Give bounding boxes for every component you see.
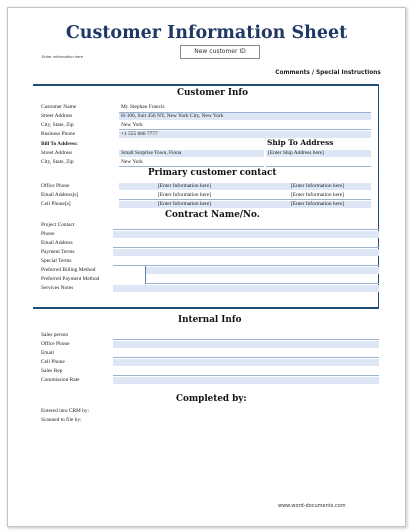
sales-person-line bbox=[113, 339, 379, 340]
bill-city-value[interactable]: New York bbox=[121, 159, 143, 165]
email-contact-line bbox=[119, 199, 371, 200]
internal-office-phone-band bbox=[113, 341, 379, 348]
sheet-title: Customer Information Sheet bbox=[65, 23, 348, 43]
contract-heading: Contract Name/No. bbox=[165, 210, 260, 220]
bill-city-label: City, State, Zip bbox=[41, 159, 74, 165]
sales-rep-line bbox=[113, 375, 379, 376]
billing-method-divider bbox=[145, 266, 146, 284]
internal-cell-phone-label: Cell Phone bbox=[41, 359, 65, 365]
cell-phone-label: Cell Phone[s] bbox=[41, 201, 71, 207]
contract-email-label: Email Address bbox=[41, 240, 73, 246]
ship-to-heading: Ship To Address bbox=[267, 138, 334, 147]
city-label: City, State, Zip bbox=[41, 122, 74, 128]
ship-address-value[interactable]: [Enter Ship Address here] bbox=[268, 150, 324, 156]
internal-office-phone-label: Office Phone bbox=[41, 341, 70, 347]
office-phone-label: Office Phone bbox=[41, 183, 70, 189]
footer-website: www.word-documents.com bbox=[278, 503, 346, 509]
payment-method-line bbox=[146, 283, 379, 284]
street-address-value[interactable]: H-106, Suit 456 NY, New York City, New York bbox=[121, 113, 224, 119]
services-notes-band bbox=[113, 285, 379, 292]
document-page bbox=[7, 7, 406, 527]
email-contact-label: Email Address[s] bbox=[41, 192, 79, 198]
services-notes-label: Services Notes bbox=[41, 285, 74, 291]
bill-street-label: Street Address bbox=[41, 150, 73, 156]
contract-phone-band bbox=[113, 231, 379, 238]
middle-rule bbox=[33, 307, 379, 309]
commission-rate-label: Commission Rate bbox=[41, 377, 80, 383]
contract-phone-label: Phone bbox=[41, 231, 55, 237]
email-contact-value-2[interactable]: [Enter Information here] bbox=[291, 192, 344, 198]
city-line bbox=[119, 129, 371, 130]
top-rule bbox=[33, 84, 379, 86]
primary-contact-heading: Primary customer contact bbox=[148, 168, 277, 178]
sales-person-label: Sales person bbox=[41, 332, 69, 338]
completed-by-heading: Completed by: bbox=[176, 394, 247, 404]
payment-terms-band bbox=[113, 249, 379, 256]
street-address-label: Street Address bbox=[41, 113, 73, 119]
new-customer-id-field[interactable]: New customer ID bbox=[180, 45, 260, 59]
bill-street-value[interactable]: Small Surprise Town, Fiona bbox=[121, 150, 182, 156]
business-phone-label: Business Phone bbox=[41, 131, 75, 137]
special-terms-label: Special Terms bbox=[41, 258, 72, 264]
bill-to-heading: Bill To Address: bbox=[41, 141, 78, 147]
billing-method-band bbox=[146, 267, 379, 274]
ship-city-line bbox=[266, 166, 371, 167]
internal-info-heading: Internal Info bbox=[178, 315, 242, 325]
project-contact-label: Project Contact bbox=[41, 222, 75, 228]
office-phone-value-1[interactable]: [Enter Information here] bbox=[158, 183, 211, 189]
customer-name-value[interactable]: Mr. Stephan Francis bbox=[121, 104, 165, 110]
email-contact-value-1[interactable]: [Enter Information here] bbox=[158, 192, 211, 198]
cell-phone-value-1[interactable]: [Enter Information here] bbox=[158, 201, 211, 207]
scanned-file-label: Scanned to file by: bbox=[41, 417, 82, 423]
business-phone-value[interactable]: +1 555 666 7777 bbox=[121, 131, 158, 137]
enter-info-hint: Enter information here bbox=[42, 55, 83, 59]
internal-email-line bbox=[113, 357, 379, 358]
contract-email-line bbox=[113, 247, 379, 248]
internal-cell-phone-band bbox=[113, 359, 379, 366]
payment-method-label: Preferred Payment Method bbox=[41, 276, 100, 282]
payment-terms-label: Payment Terms bbox=[41, 249, 75, 255]
entered-crm-label: Entered into CRM by: bbox=[41, 408, 90, 414]
bill-city-line bbox=[119, 166, 264, 167]
internal-email-label: Email bbox=[41, 350, 54, 356]
comments-divider bbox=[378, 84, 379, 309]
project-contact-line bbox=[113, 229, 379, 230]
billing-method-label: Preferred Billing Method bbox=[41, 267, 96, 273]
special-terms-line bbox=[113, 265, 379, 266]
commission-rate-band bbox=[113, 377, 379, 384]
comments-heading: Comments / Special Instructions bbox=[275, 70, 381, 76]
sales-rep-label: Sales Rep bbox=[41, 368, 63, 374]
customer-info-heading: Customer Info bbox=[177, 88, 249, 98]
city-value[interactable]: New York bbox=[121, 122, 143, 128]
customer-name-label: Customer Name bbox=[41, 104, 77, 110]
cell-phone-value-2[interactable]: [Enter Information here] bbox=[291, 201, 344, 207]
office-phone-value-2[interactable]: [Enter Information here] bbox=[291, 183, 344, 189]
